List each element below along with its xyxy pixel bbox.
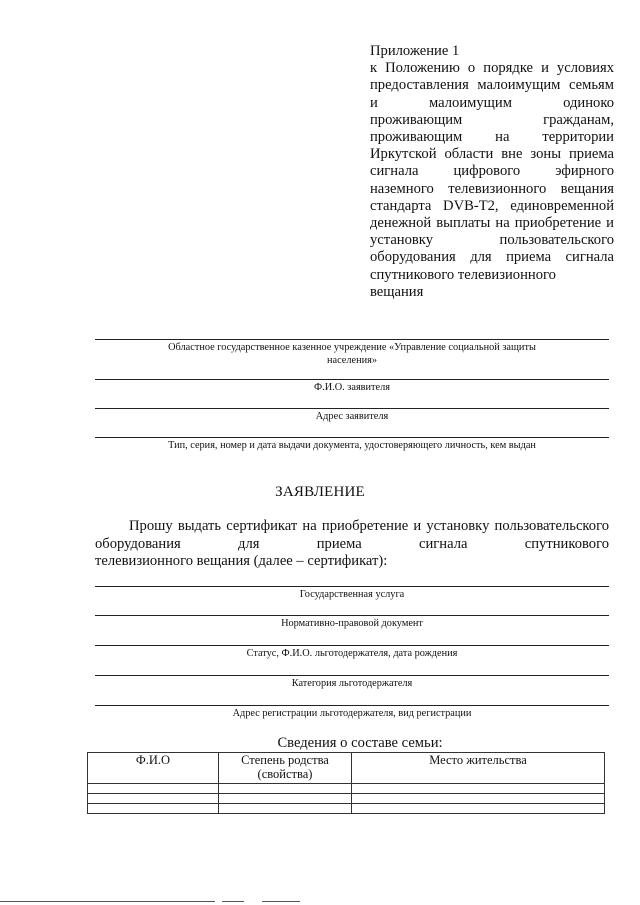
field-caption: Областное государственное казенное учреждение «Управление социальной защиты населения» [168, 342, 536, 366]
footer-rule [222, 901, 244, 902]
field-caption: Государственная услуга [299, 589, 405, 600]
table-header-row [88, 753, 605, 784]
request-rest: телевизионного вещания (далее – сертификат): [95, 553, 388, 569]
table-row [88, 784, 605, 794]
table-row [88, 794, 605, 804]
document-title: ЗАЯВЛЕНИЕ [275, 484, 365, 500]
appendix-last-word: вещания [370, 283, 424, 300]
footer-rule [262, 901, 300, 902]
field-caption: Адрес регистрации льготодержателя, вид регистрации [232, 708, 472, 719]
field-state-service[interactable] [95, 586, 609, 602]
field-registration-address[interactable] [95, 705, 609, 721]
column-header-residence: Место жительства [352, 753, 605, 784]
field-caption: Адрес заявителя [315, 411, 389, 422]
table-row [88, 804, 605, 814]
family-table [87, 752, 605, 814]
table-cell[interactable] [352, 794, 605, 804]
field-caption: Тип, серия, номер и дата выдачи документа, удостоверяющего личность, кем выдан [168, 440, 536, 451]
field-caption: Категория льготодержателя [291, 678, 413, 689]
appendix-body: к Положению о порядке и условиях предоставления малоимущим семьям и малоимущим одиноко проживающим гражданам, проживающим на территории Иркутской области вне зоны приема сигнала цифрового эфирного наземного телевизионного вещания стандарта DVB-T2, единовременной денежной выплаты на приобретение и установку пользовательского оборудования для приема сигнала спутникового телевизионного [370, 60, 614, 283]
table-cell[interactable] [88, 804, 219, 814]
table-cell[interactable] [352, 804, 605, 814]
column-header-name: Ф.И.О [88, 753, 219, 784]
column-header-relation: Степень родства (свойства) [219, 753, 352, 784]
request-first-line: Прошу выдать сертификат на приобретение и установку пользовательского оборудования для приема сигнала спутникового [95, 518, 609, 552]
table-cell[interactable] [219, 794, 352, 804]
field-identity-document[interactable] [95, 437, 609, 453]
table-cell[interactable] [88, 794, 219, 804]
appendix-note [370, 43, 614, 301]
field-institution[interactable] [95, 339, 609, 367]
field-caption: Статус, Ф.И.О. льготодержателя, дата рождения [246, 648, 458, 659]
table-cell[interactable] [219, 804, 352, 814]
footer-rule [0, 901, 215, 902]
table-cell[interactable] [219, 784, 352, 794]
table-cell[interactable] [88, 784, 219, 794]
request-paragraph [95, 518, 609, 571]
appendix-heading: Приложение 1 [370, 43, 460, 59]
field-beneficiary-category[interactable] [95, 675, 609, 691]
field-applicant-name[interactable] [95, 379, 609, 395]
field-caption: Ф.И.О. заявителя [314, 382, 390, 393]
table-cell[interactable] [352, 784, 605, 794]
field-applicant-address[interactable] [95, 408, 609, 424]
family-title: Сведения о составе семьи: [277, 735, 443, 751]
field-caption: Нормативно-правовой документ [281, 618, 423, 629]
field-legal-document[interactable] [95, 615, 609, 631]
field-beneficiary-status[interactable] [95, 645, 609, 661]
